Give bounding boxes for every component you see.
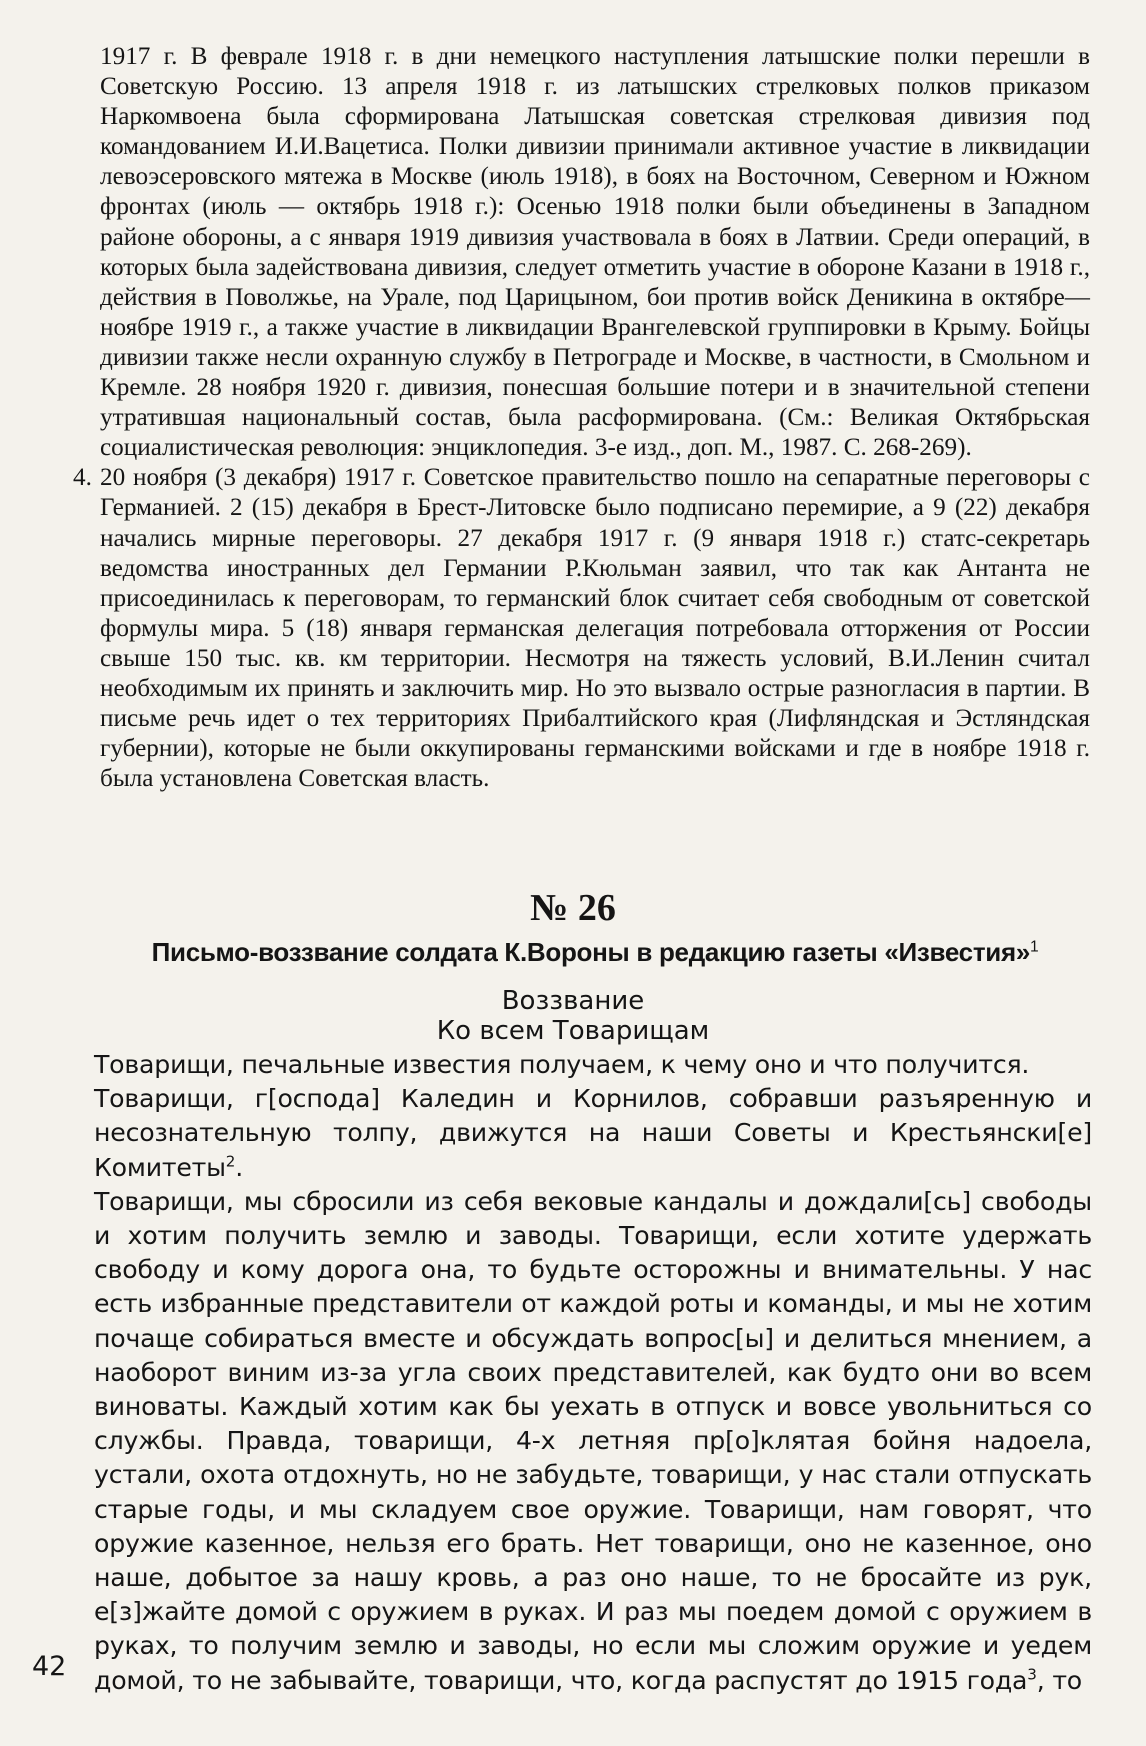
paragraph-2-text: Товарищи, г[оспода] Каледин и Корнилов, собравши разъяренную и несознательную толпу, движутся на наши Советы и Крестьянски[е] Комитеты (94, 1084, 1092, 1182)
note-4-number: 4. (73, 464, 92, 492)
paragraph-3 (94, 1185, 1092, 1698)
note-4-text: 20 ноября (3 декабря) 1917 г. Советское правительство пошло на сепаратные переговоры с Германией. 2 (15) декабря в Брест-Литовске было подписано перемирие, а 9 (22) декабря начались мирные переговоры. 27 декабря 1917 г. (9 января 1918 г.) статс-секретарь ведомства иностранных дел Германии Р.Кюльман заявил, что так как Антанта не присоединилась к переговорам, то германский блок считает себя свободным от советской формулы мира. 5 (18) января германская делегация потребовала отторжения от России свыше 150 тыс. кв. км территории. Несмотря на тяжесть условий, В.И.Ленин считал необходимым их принять и заключить мир. Но это вызвало острые разногласия в партии. В письме речь идет о тех территориях Прибалтийского края (Лифляндская и Эстляндская губернии), которые не были оккупированы германскими войсками и где в ноябре 1918 г. была установлена Советская власть. (100, 464, 1090, 793)
paragraph-1: Товарищи, печальные известия получаем, к чему оно и что получится. (94, 1050, 1030, 1079)
appeal-subheading: Ко всем Товарищам (436, 1016, 710, 1046)
title-footnote-ref: 1 (1030, 938, 1039, 956)
document-title-text: Письмо-воззвание солдата К.Вороны в редакцию газеты «Известия» (151, 937, 1030, 967)
document-number: № 26 (530, 887, 616, 929)
note-4 (73, 463, 1090, 794)
paragraph-2 (94, 1082, 1092, 1185)
note-3-text: 1917 г. В феврале 1918 г. в дни немецкого наступления латышские полки перешли в Советскую Россию. 13 апреля 1918 г. из латышских стрелковых полков приказом Наркомвоена была сформирована Латышская советская стрелковая дивизия под командованием И.И.Вацетиса. Полки дивизии принимали активное участие в ликвидации левоэсеровского мятежа в Москве (июль 1918), в боях на Восточном, Северном и Южном фронтах (июль — октябрь 1918 г.): Осенью 1918 полки были объединены в Западном районе обороны, а с января 1919 дивизия участвовала в боях в Латвии. Среди операций, в которых была задействована дивизия, следует отметить участие в обороне Казани в 1918 г., действия в Поволжье, на Урале, под Царицыном, бои против войск Деникина в октябре—ноябре 1919 г., а также участие в ликвидации Врангелевской группировки в Крыму. Бойцы дивизии также несли охранную службу в Петрограде и Москве, в частности, в Смольном и Кремле. 28 ноября 1920 г. дивизия, понесшая большие потери и в значительной степени утратившая национальный состав, была расформирована. (См.: Великая Октябрьская социалистическая революция: энциклопедия. 3-е изд., доп. М., 1987. С. 268-269). (100, 43, 1090, 462)
paragraph-3-text: Товарищи, мы сбросили из себя вековые кандалы и дождали[сь] свободы и хотим получить землю и заводы. Товарищи, если хотите удержать свободу и кому дорога она, то будьте осторожны и внимательны. У нас есть избранные представители от каждой роты и команды, и мы не хотим почаще собираться вместе и обсуждать вопрос[ы] и делиться мнением, а наоборот виним из-за угла своих представителей, как будто они во всем виноваты. Каждый хотим как бы уехать в отпуск и вовсе увольниться со службы. Правда, товарищи, 4-х летняя пр[о]клятая бойня надоела, устали, охота отдохнуть, но не забудьте, товарищи, у нас стали отпускать старые годы, и мы складуем свое оружие. Товарищи, нам говорят, что оружие казенное, нельзя его брать. Нет товарищи, оно не казенное, оно наше, добытое за нашу кровь, а раз оно наше, то не бросайте из рук, е[з]жайте домой с оружием в руках. И раз мы поедем домой с оружием в руках, то получим землю и заводы, но если мы сложим оружие и уедем домой, то не забывайте, товарищи, что, когда распустят до 1915 года (94, 1186, 1092, 1695)
appeal-heading: Воззвание (501, 986, 645, 1016)
page-number: 42 (32, 1651, 67, 1682)
footnote-ref-2: 2 (225, 1152, 236, 1171)
footnote-ref-3: 3 (1027, 1665, 1037, 1684)
paragraph-3-end: , то (1036, 1665, 1083, 1695)
paragraph-2-end: . (235, 1152, 244, 1182)
document-title (100, 936, 1090, 968)
note-3-continued (100, 42, 1090, 463)
appeal-body (94, 1048, 1092, 1698)
footnotes-section (73, 42, 1090, 794)
